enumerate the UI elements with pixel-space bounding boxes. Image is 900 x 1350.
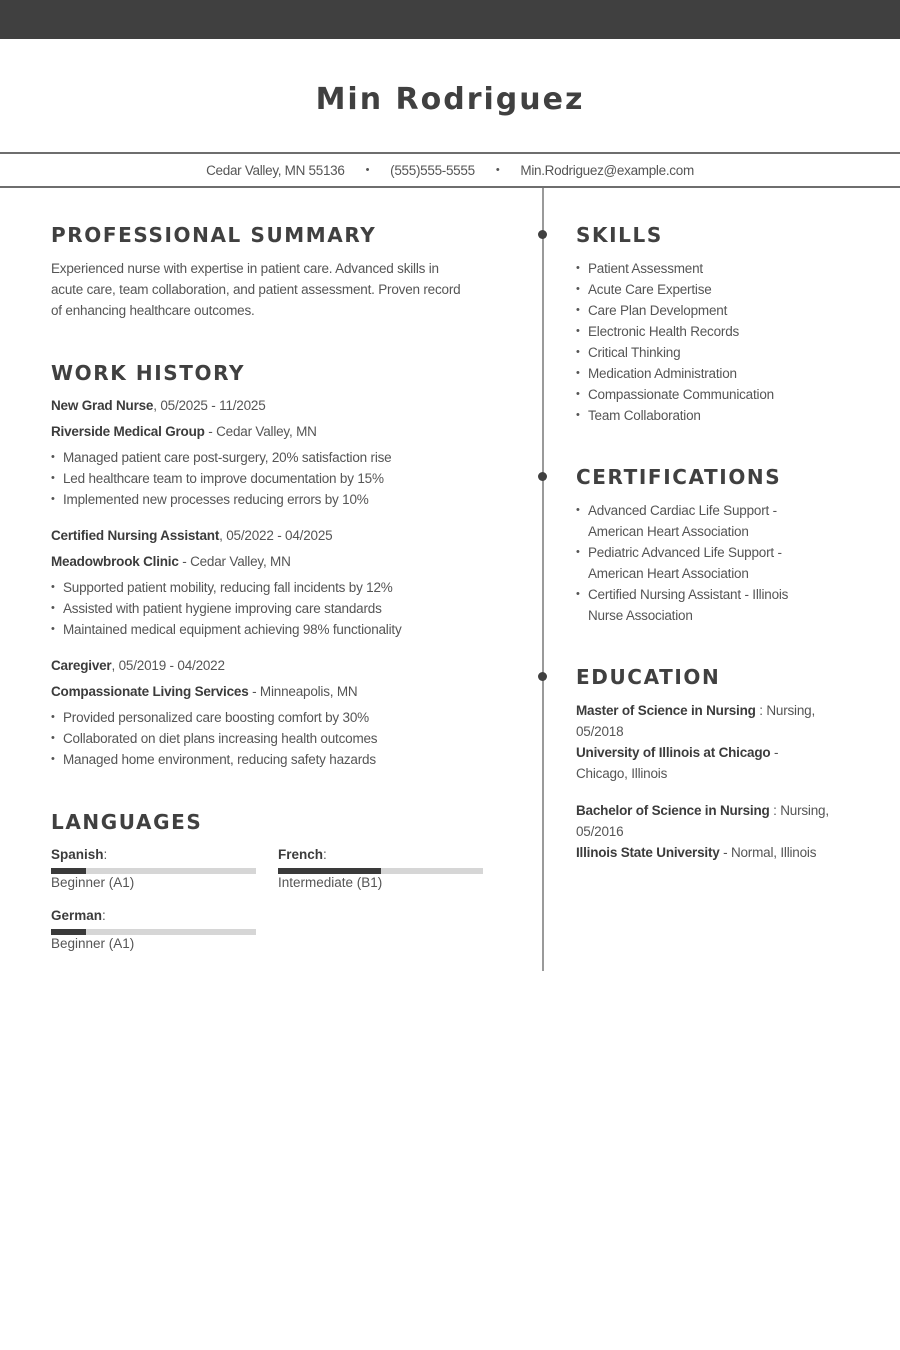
list-item: • Managed home environment, reducing safety hazards [51, 749, 377, 770]
language-spanish [51, 847, 256, 890]
cert-line: • Certified Nursing Assistant - Illinois [588, 587, 789, 602]
summary-line: of enhancing healthcare outcomes. [51, 303, 255, 318]
language-name-line [51, 908, 256, 923]
proficiency-level: Intermediate (B1) [278, 875, 383, 890]
proficiency-fill [278, 868, 381, 874]
edu-location: - [770, 745, 779, 760]
summary-heading: PROFESSIONAL SUMMARY [51, 223, 377, 247]
list-item: • Managed patient care post-surgery, 20% satisfaction rise [51, 447, 391, 468]
summary-line: Experienced nurse with expertise in patient care. Advanced skills in [51, 261, 439, 276]
proficiency-fill [51, 868, 86, 874]
edu-date: 05/2016 [576, 824, 624, 839]
job-dates: , 05/2022 - 04/2025 [219, 528, 333, 543]
edu-degree-line [576, 700, 866, 721]
language-colon: : [103, 847, 108, 862]
list-item: • Team Collaboration [576, 405, 774, 426]
cert-line: American Heart Association [588, 524, 749, 539]
list-item: • Electronic Health Records [576, 321, 774, 342]
skills-list [576, 258, 774, 426]
job-title-line [51, 658, 225, 673]
proficiency-level: Beginner (A1) [51, 936, 135, 951]
edu-date: 05/2018 [576, 724, 624, 739]
proficiency-bar [278, 868, 483, 874]
edu-school-line [576, 842, 866, 863]
job-bullets [51, 707, 377, 770]
skills-heading: SKILLS [576, 223, 663, 247]
edu-school: University of Illinois at Chicago [576, 745, 771, 760]
language-name: German [51, 908, 103, 923]
job-bullets [51, 577, 402, 640]
cert-line: American Heart Association [588, 566, 749, 581]
edu-location: - Normal, Illinois [719, 845, 817, 860]
job-title-line [51, 528, 332, 543]
education-entry [576, 700, 866, 784]
edu-degree-line [576, 800, 866, 821]
job-role: Certified Nursing Assistant [51, 528, 220, 543]
summary-text [51, 258, 511, 321]
list-item: • Critical Thinking [576, 342, 774, 363]
candidate-name: Min Rodriguez [315, 82, 585, 117]
proficiency-bar [51, 929, 256, 935]
job-role: New Grad Nurse [51, 398, 154, 413]
job-employer-line [51, 424, 317, 439]
job-employer: Compassionate Living Services [51, 684, 249, 699]
education-heading: EDUCATION [576, 665, 721, 689]
list-item [576, 584, 788, 626]
job-bullets [51, 447, 391, 510]
job-employer-line [51, 554, 291, 569]
edu-school: Illinois State University [576, 845, 720, 860]
list-item: • Supported patient mobility, reducing fall incidents by 12% [51, 577, 402, 598]
separator-dot: • [365, 164, 370, 176]
edu-school-line [576, 742, 866, 763]
job-role: Caregiver [51, 658, 112, 673]
edu-field: : Nursing, [769, 803, 829, 818]
certifications-heading: CERTIFICATIONS [576, 465, 782, 489]
language-french [278, 847, 483, 890]
job-employer: Riverside Medical Group [51, 424, 205, 439]
timeline-dot-icon [538, 672, 547, 681]
job-location: - Cedar Valley, MN [204, 424, 317, 439]
job-title-line [51, 398, 266, 413]
edu-location-cont: Chicago, Illinois [576, 766, 668, 781]
proficiency-level: Beginner (A1) [51, 875, 135, 890]
list-item: • Provided personalized care boosting comfort by 30% [51, 707, 377, 728]
edu-degree: Bachelor of Science in Nursing [576, 803, 770, 818]
language-colon: : [102, 908, 106, 923]
language-name-line [278, 847, 483, 862]
edu-field: : Nursing, [755, 703, 816, 718]
list-item: • Collaborated on diet plans increasing health outcomes [51, 728, 377, 749]
contact-location: Cedar Valley, MN 55136 [206, 162, 345, 178]
timeline-dot-icon [538, 472, 547, 481]
list-item [576, 542, 788, 584]
edu-degree: Master of Science in Nursing [576, 703, 756, 718]
cert-line: • Pediatric Advanced Life Support - [588, 545, 782, 560]
list-item: • Care Plan Development [576, 300, 774, 321]
list-item: • Compassionate Communication [576, 384, 774, 405]
cert-line: • Advanced Cardiac Life Support - [588, 503, 777, 518]
language-german [51, 908, 256, 951]
list-item: • Implemented new processes reducing errors by 10% [51, 489, 391, 510]
list-item: • Medication Administration [576, 363, 774, 384]
list-item: • Led healthcare team to improve documentation by 15% [51, 468, 391, 489]
list-item: • Patient Assessment [576, 258, 774, 279]
timeline-dot-icon [538, 230, 547, 239]
separator-dot: • [495, 164, 500, 176]
summary-line: acute care, team collaboration, and patient assessment. Proven record [51, 282, 461, 297]
certifications-list [576, 500, 788, 626]
proficiency-bar [51, 868, 256, 874]
language-name-line [51, 847, 256, 862]
work-history-heading: WORK HISTORY [51, 361, 246, 385]
job-dates: , 05/2025 - 11/2025 [153, 398, 266, 413]
list-item: • Acute Care Expertise [576, 279, 774, 300]
job-location: - Minneapolis, MN [248, 684, 358, 699]
education-entry [576, 800, 866, 863]
list-item: • Maintained medical equipment achieving 98% functionality [51, 619, 402, 640]
language-name: Spanish [51, 847, 104, 862]
top-banner [0, 0, 900, 39]
job-location: - Cedar Valley, MN [178, 554, 291, 569]
list-item: • Assisted with patient hygiene improving care standards [51, 598, 402, 619]
cert-line: Nurse Association [588, 608, 693, 623]
list-item [576, 500, 788, 542]
job-employer: Meadowbrook Clinic [51, 554, 179, 569]
column-divider [542, 188, 544, 971]
job-employer-line [51, 684, 357, 699]
language-name: French [278, 847, 324, 862]
job-dates: , 05/2019 - 04/2022 [111, 658, 225, 673]
proficiency-fill [51, 929, 86, 935]
language-colon: : [323, 847, 327, 862]
contact-phone: (555)555-5555 [390, 162, 475, 178]
contact-email: Min.Rodriguez@example.com [520, 162, 694, 178]
languages-heading: LANGUAGES [51, 810, 203, 834]
contact-bar [0, 152, 900, 188]
